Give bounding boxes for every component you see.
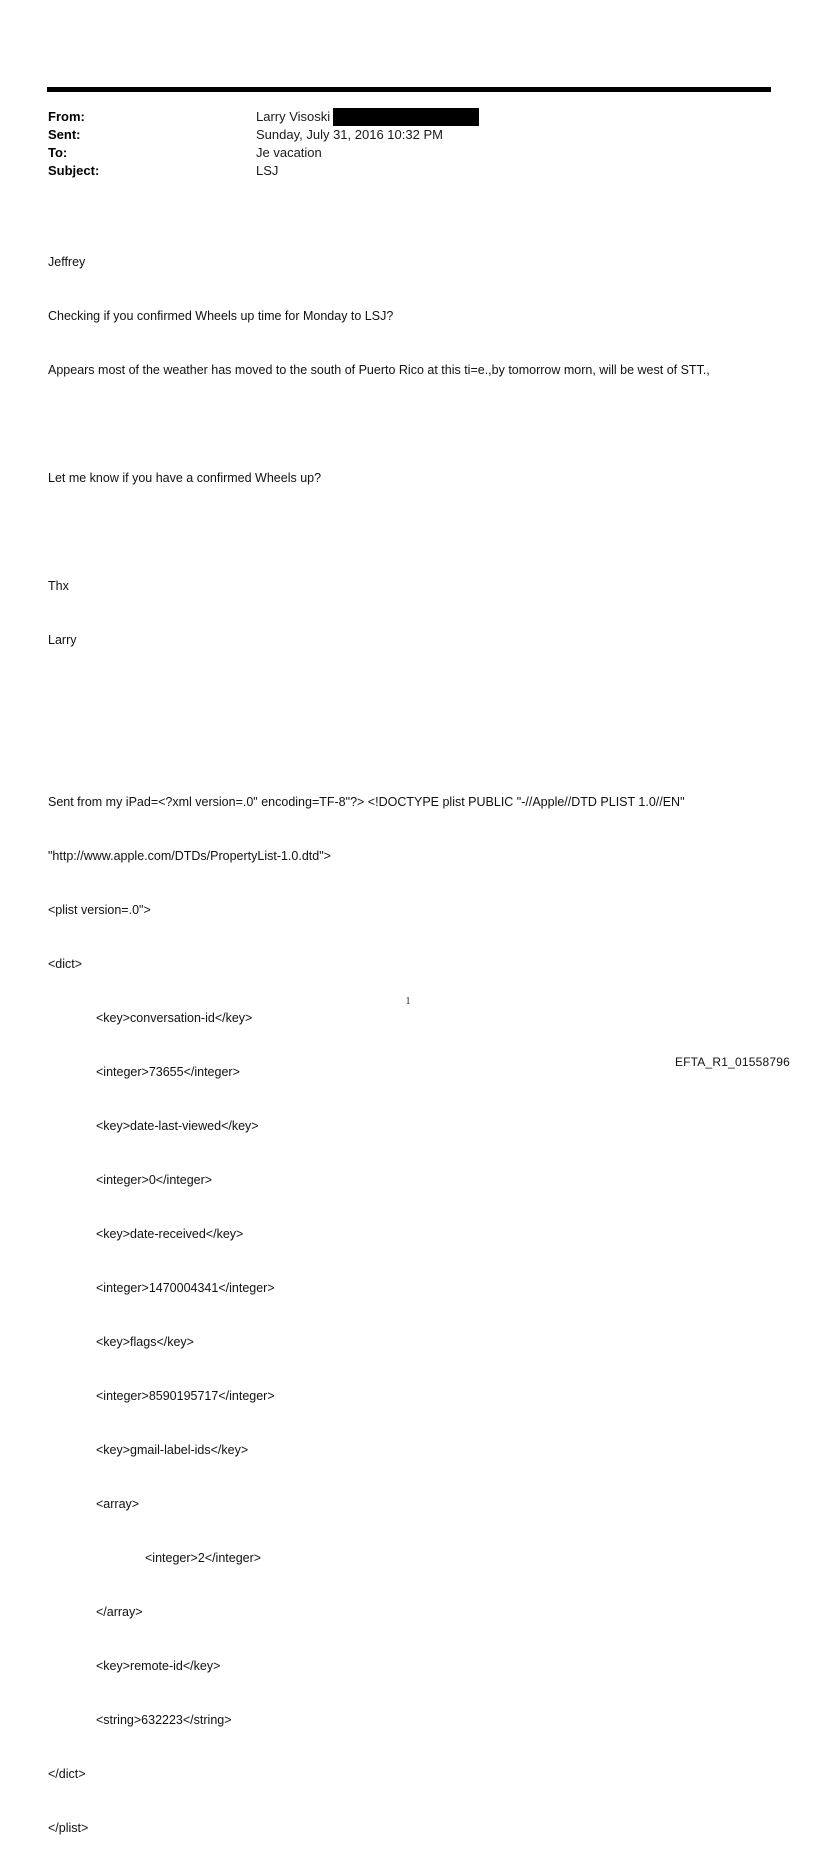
sent-label: Sent:: [48, 127, 81, 142]
plist-value-line: <integer>8590195717</integer>: [96, 1389, 275, 1403]
plist-key-line: <key>remote-id</key>: [96, 1659, 221, 1673]
plist-sent-from-line: Sent from my iPad=<?xml version=.0" encoding=TF-8"?> <!DOCTYPE plist PUBLIC "-//Apple//DTD PLIST 1.0//EN": [48, 795, 685, 809]
body-line-2: Appears most of the weather has moved to the south of Puerto Rico at this ti=e.,by tomorrow morn, will be west of STT.,: [48, 363, 710, 377]
from-value: [256, 108, 479, 126]
array-open-tag: <array>: [96, 1497, 140, 1511]
from-row: [48, 108, 768, 126]
sent-row: [48, 126, 768, 144]
email-body: [48, 217, 788, 1873]
page-number: 1: [405, 996, 411, 1007]
plist-dtd-url-line: "http://www.apple.com/DTDs/PropertyList-1.0.dtd">: [48, 849, 331, 863]
signoff-line-2: Larry: [48, 633, 77, 647]
plist-key-line: <key>conversation-id</key>: [96, 1011, 253, 1025]
plist-value-line: <integer>2</integer>: [145, 1551, 262, 1565]
blank-line: [48, 523, 788, 541]
blank-line: [48, 415, 788, 433]
blank-line: [48, 739, 788, 757]
subject-value: LSJ: [256, 163, 279, 178]
to-row: [48, 144, 768, 162]
to-label: To:: [48, 145, 68, 160]
plist-value-line: <string>632223</string>: [96, 1713, 232, 1727]
to-value: Je vacation: [256, 145, 322, 160]
plist-key-line: <key>gmail-label-ids</key>: [96, 1443, 249, 1457]
plist-key-line: <key>flags</key>: [96, 1335, 194, 1349]
subject-row: [48, 162, 768, 180]
body-line-1: Checking if you confirmed Wheels up time for Monday to LSJ?: [48, 309, 394, 323]
redaction-box: [333, 108, 479, 126]
plist-value-line: <integer>0</integer>: [96, 1173, 213, 1187]
signoff-line-1: Thx: [48, 579, 69, 593]
header-divider: [47, 87, 771, 92]
plist-value-line: <integer>73655</integer>: [96, 1065, 240, 1079]
body-line-3: Let me know if you have a confirmed Wheels up?: [48, 471, 322, 485]
plist-key-line: <key>date-received</key>: [96, 1227, 244, 1241]
plist-close-tag: </plist>: [48, 1821, 89, 1835]
subject-label: Subject:: [48, 163, 100, 178]
sent-value: Sunday, July 31, 2016 10:32 PM: [256, 127, 443, 142]
dict-open-tag: <dict>: [48, 957, 83, 971]
plist-value-line: <integer>1470004341</integer>: [96, 1281, 275, 1295]
sender-name: Larry Visoski: [256, 109, 331, 124]
plist-key-line: <key>date-last-viewed</key>: [96, 1119, 259, 1133]
from-label: From:: [48, 109, 85, 124]
greeting-line: Jeffrey: [48, 255, 86, 269]
plist-open-tag: <plist version=.0">: [48, 903, 151, 917]
document-id: EFTA_R1_01558796: [674, 1055, 790, 1069]
email-header: [48, 108, 768, 180]
blank-line: [48, 685, 788, 703]
dict-close-tag: </dict>: [48, 1767, 86, 1781]
array-close-tag: </array>: [96, 1605, 143, 1619]
